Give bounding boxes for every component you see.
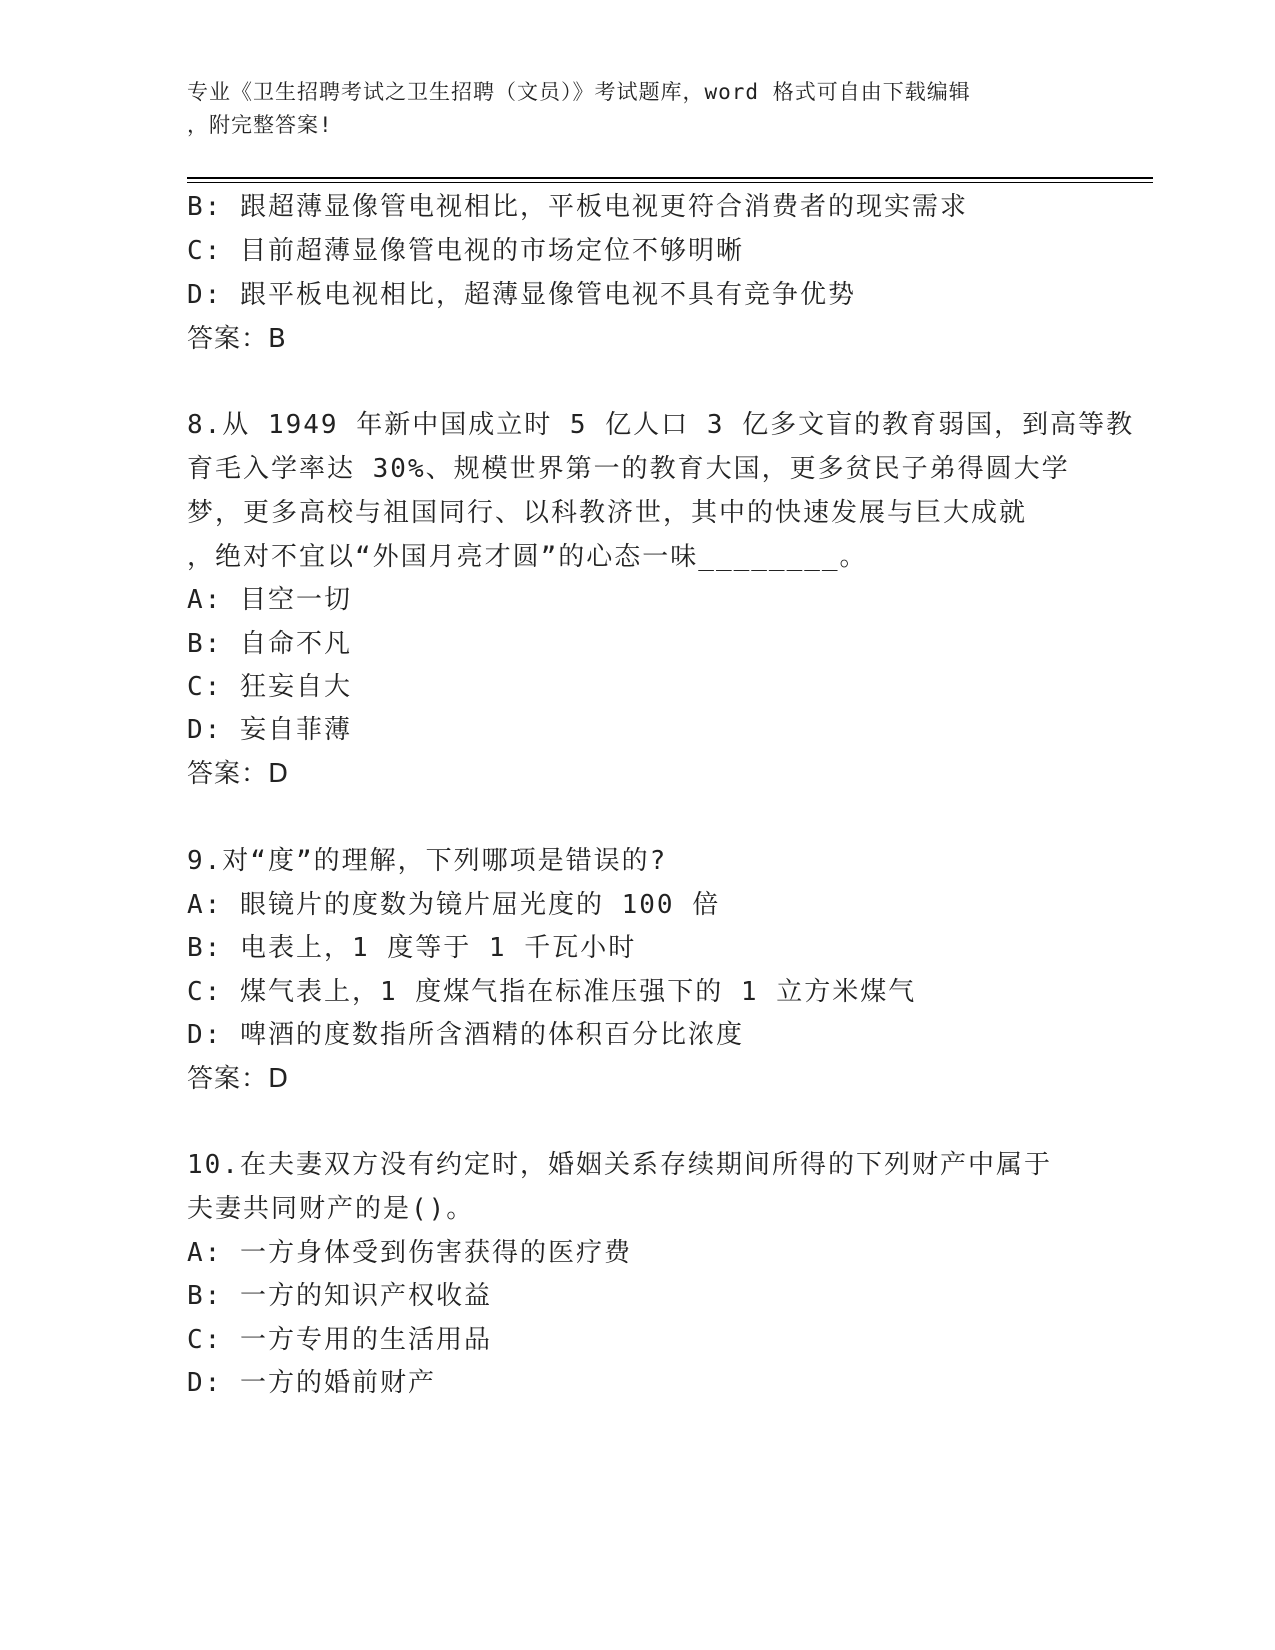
q8-answer: 答案：D [187,759,290,789]
q8-option-b: B: 自命不凡 [187,629,352,659]
header-divider-thin [187,182,1153,183]
header-line-1: 专业《卫生招聘考试之卫生招聘（文员）》考试题库，word 格式可自由下载编辑 [187,80,971,104]
q9-answer: 答案：D [187,1064,290,1094]
q7-answer: 答案：B [187,324,287,354]
q10-option-b: B: 一方的知识产权收益 [187,1281,492,1311]
q7-option-d: D: 跟平板电视相比，超薄显像管电视不具有竞争优势 [187,280,856,310]
q10-stem-line-1: 10.在夫妻双方没有约定时，婚姻关系存续期间所得的下列财产中属于 [187,1150,1052,1180]
q8-stem-line-3: 梦，更多高校与祖国同行、以科教济世，其中的快速发展与巨大成就 [187,498,1028,528]
q7-option-c: C: 目前超薄显像管电视的市场定位不够明晰 [187,236,744,266]
q8-option-a: A: 目空一切 [187,585,352,615]
q9-option-c: C: 煤气表上，1 度煤气指在标准压强下的 1 立方米煤气 [187,977,917,1007]
q9-option-b: B: 电表上，1 度等于 1 千瓦小时 [187,933,637,963]
q9-stem-line-1: 9.对“度”的理解，下列哪项是错误的? [187,846,668,876]
q10-option-a: A: 一方身体受到伤害获得的医疗费 [187,1238,632,1268]
q9-option-d: D: 啤酒的度数指所含酒精的体积百分比浓度 [187,1020,744,1050]
q7-option-b: B: 跟超薄显像管电视相比，平板电视更符合消费者的现实需求 [187,192,968,222]
q8-stem-line-1: 8.从 1949 年新中国成立时 5 亿人口 3 亿多文盲的教育弱国，到高等教 [187,410,1135,440]
q10-option-c: C: 一方专用的生活用品 [187,1325,492,1355]
header-divider-thick [187,177,1153,179]
header-line-2: ，附完整答案! [187,113,333,137]
document-header [187,76,1087,142]
q8-stem-line-4: ，绝对不宜以“外国月亮才圆”的心态一味________。 [187,542,868,572]
q10-option-d: D: 一方的婚前财产 [187,1368,436,1398]
q8-option-c: C: 狂妄自大 [187,672,352,702]
q9-option-a: A: 眼镜片的度数为镜片屈光度的 100 倍 [187,890,721,920]
q8-stem-line-2: 育毛入学率达 30%、规模世界第一的教育大国，更多贫民子弟得圆大学 [187,454,1070,484]
q10-stem-line-2: 夫妻共同财产的是()。 [187,1194,475,1224]
q8-option-d: D: 妄自菲薄 [187,715,352,745]
